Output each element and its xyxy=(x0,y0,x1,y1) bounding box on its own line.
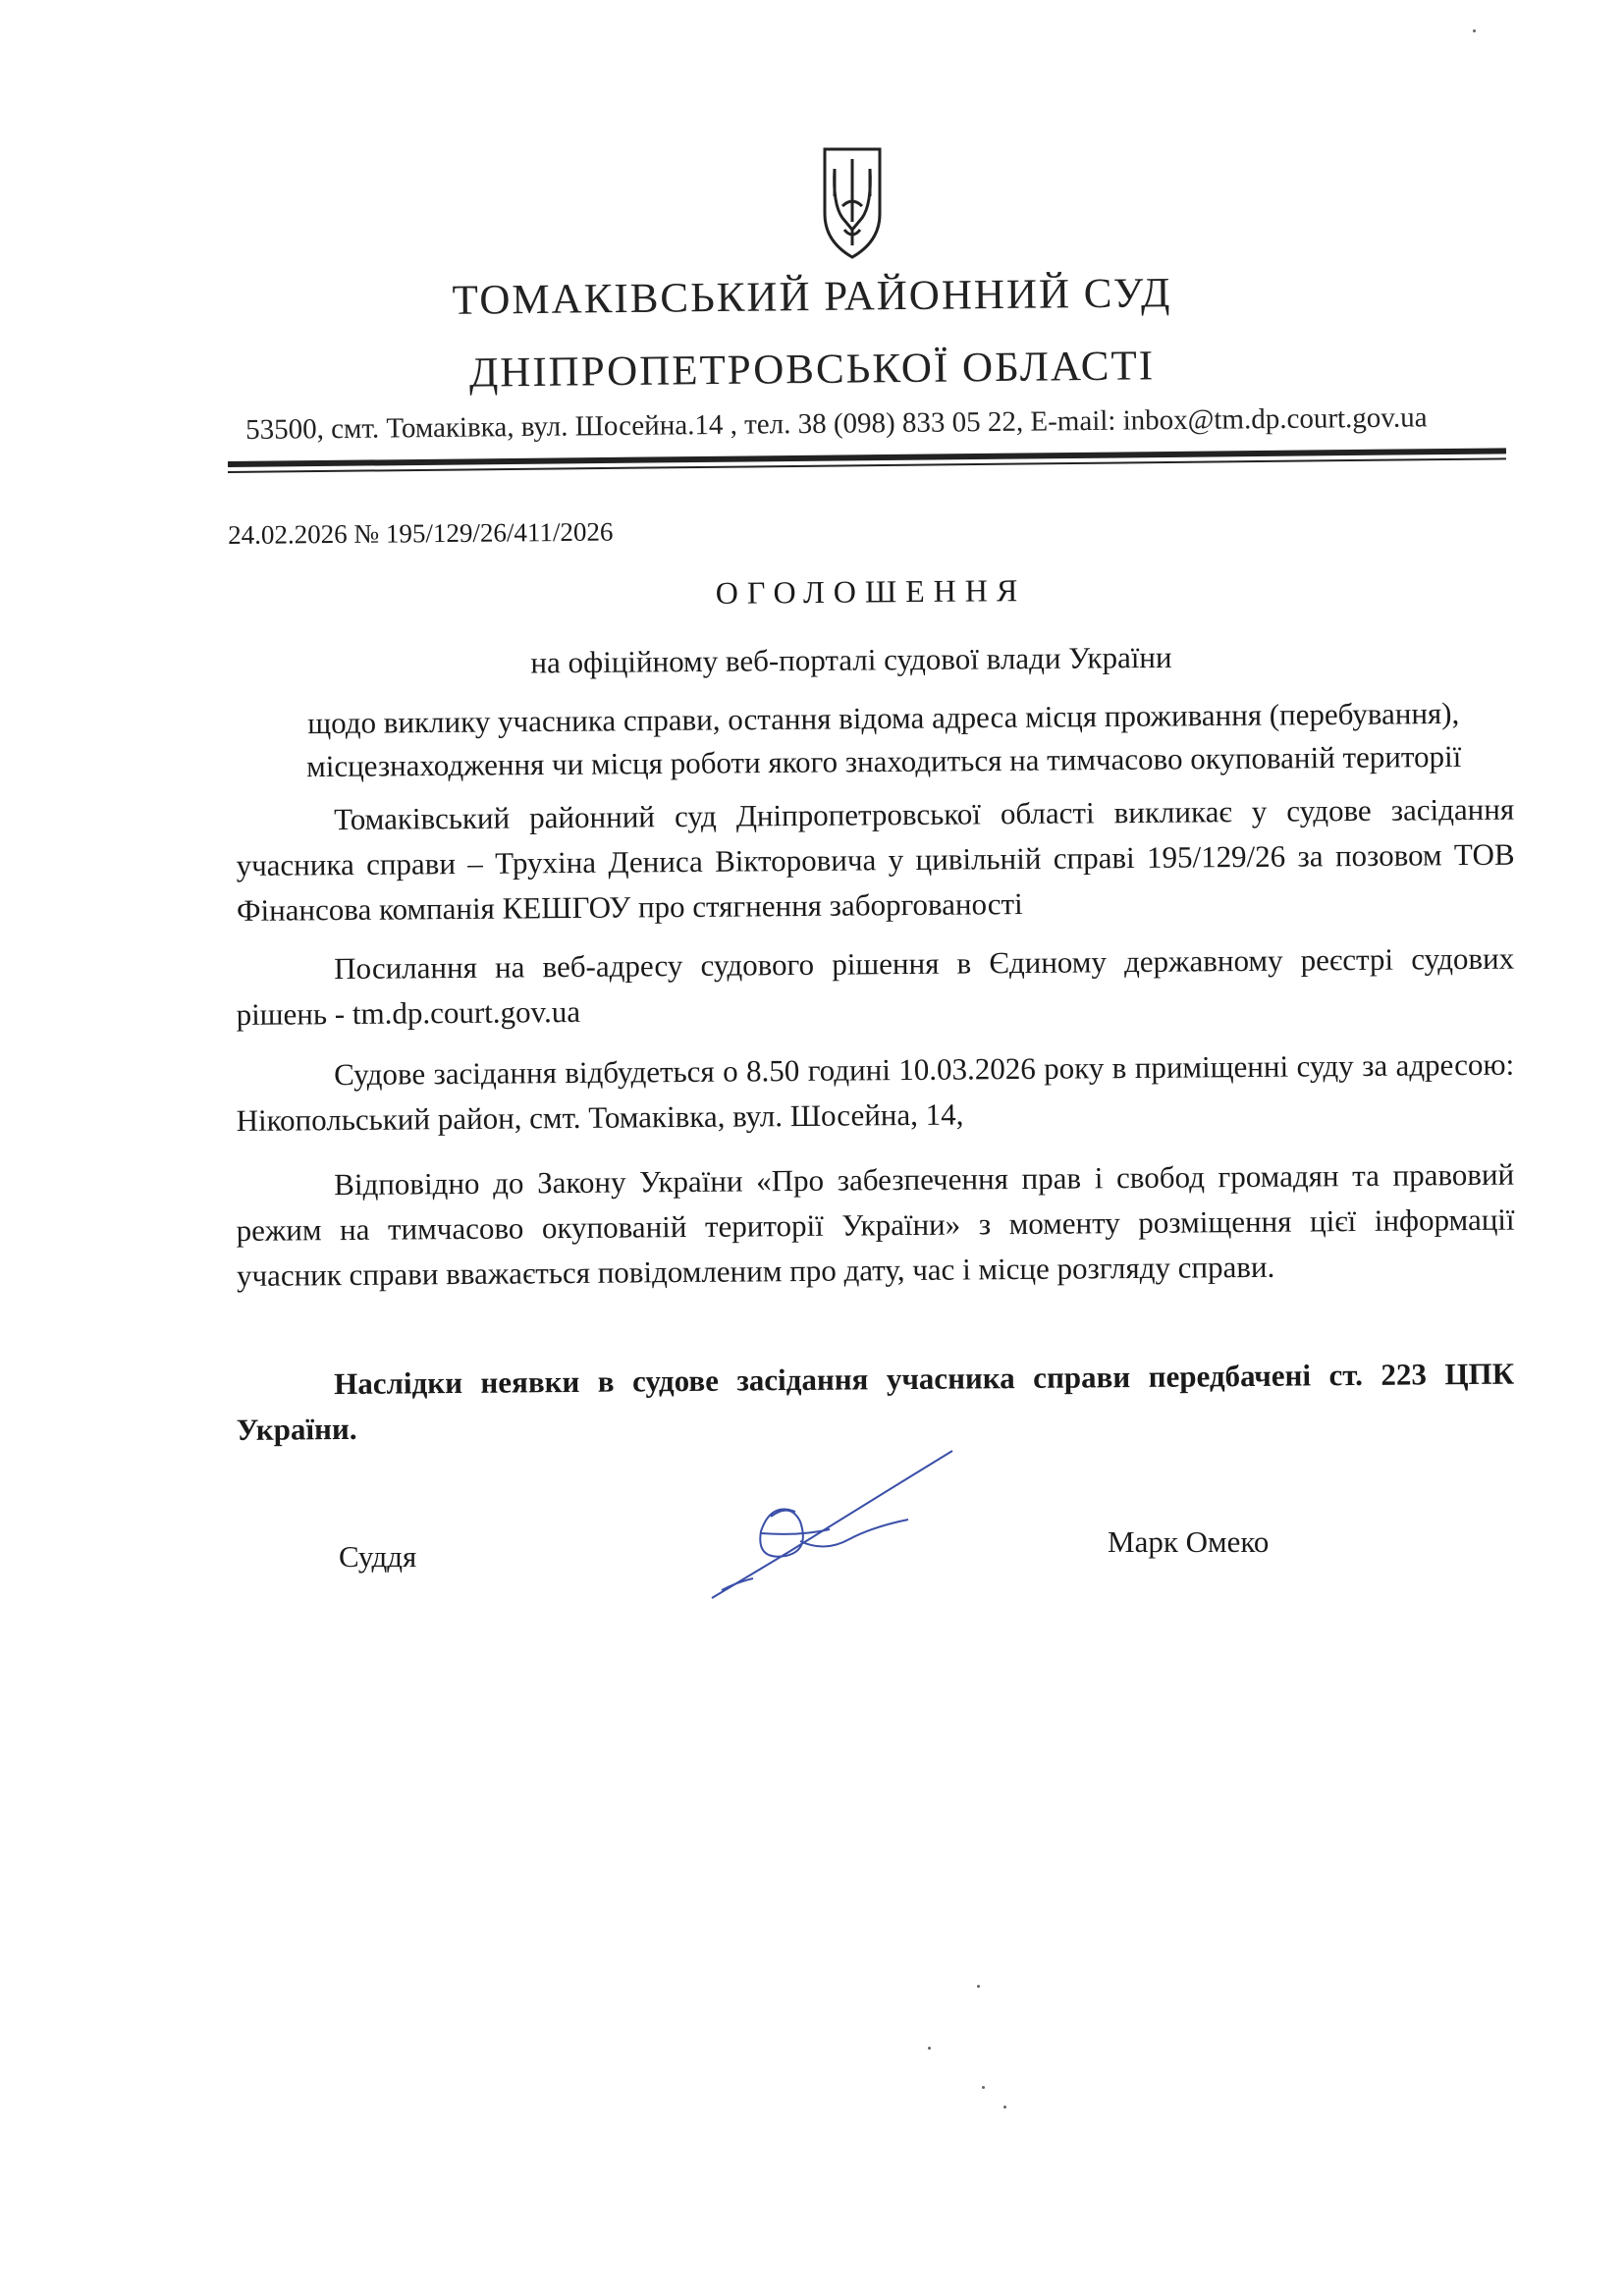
handwritten-signature-icon xyxy=(702,1443,967,1610)
court-name-line1: ТОМАКІВСЬКИЙ РАЙОННИЙ СУД xyxy=(452,270,1172,324)
scan-speck xyxy=(977,1985,980,1988)
signatory-name: Марк Омеко xyxy=(1108,1524,1270,1559)
document-title: ОГОЛОШЕННЯ xyxy=(715,572,1027,611)
scan-speck xyxy=(1473,29,1476,32)
paragraph-consequences: Наслідки неявки в судове засідання учасника справи передбачені ст. 223 ЦПК України. xyxy=(236,1356,1515,1447)
signatory-role: Суддя xyxy=(339,1539,417,1574)
court-name-line2: ДНІПРОПЕТРОВСЬКОЇ ОБЛАСТІ xyxy=(468,343,1156,397)
scan-speck xyxy=(982,2086,985,2089)
scan-speck xyxy=(1003,2106,1006,2109)
document-subtitle: на офіційному веб-порталі судової влади України xyxy=(530,639,1172,680)
court-address: 53500, смт. Томаківка, вул. Шосейна.14 , тел. 38 (098) 833 05 22, E-mail: inbox@tm.dp.court.gov.ua xyxy=(245,401,1428,446)
paragraph-legal-basis: Відповідно до Закону України «Про забезпечення прав і свобод громадян та правовий режим на тимчасово окупованій території України» з моменту розміщення цієї інформації учасник справи вважається повідомленим про дату, час і місце розгляду справи. xyxy=(236,1156,1515,1293)
trident-coat-of-arms-icon xyxy=(821,145,884,261)
scan-speck xyxy=(928,2047,931,2050)
document-date-number: 24.02.2026 № 195/129/26/411/2026 xyxy=(228,516,614,550)
document-subject: щодо виклику учасника справи, остання відома адреса місця проживання (перебування), місцезнаходження чи місця роботи якого знаходиться на тимчасово окупованій території xyxy=(305,695,1462,784)
paragraph-hearing-time: Судове засідання відбудеться о 8.50 годині 10.03.2026 року в приміщенні суду за адресою: Нікопольський район, смт. Томаківка, вул. Шосейна, 14, xyxy=(236,1046,1515,1138)
paragraph-registry-link: Посилання на веб-адресу судового рішення в Єдиному державному реєстрі судових рішень - tm.dp.court.gov.ua xyxy=(236,940,1515,1032)
paragraph-summons: Томаківський районний суд Дніпропетровської області викликає у судове засідання учасника справи – Трухіна Дениса Вікторовича у цивільній справі 195/129/26 за позовом ТОВ Фінансова компанія КЕШГОУ про стягнення заборгованості xyxy=(236,791,1515,928)
